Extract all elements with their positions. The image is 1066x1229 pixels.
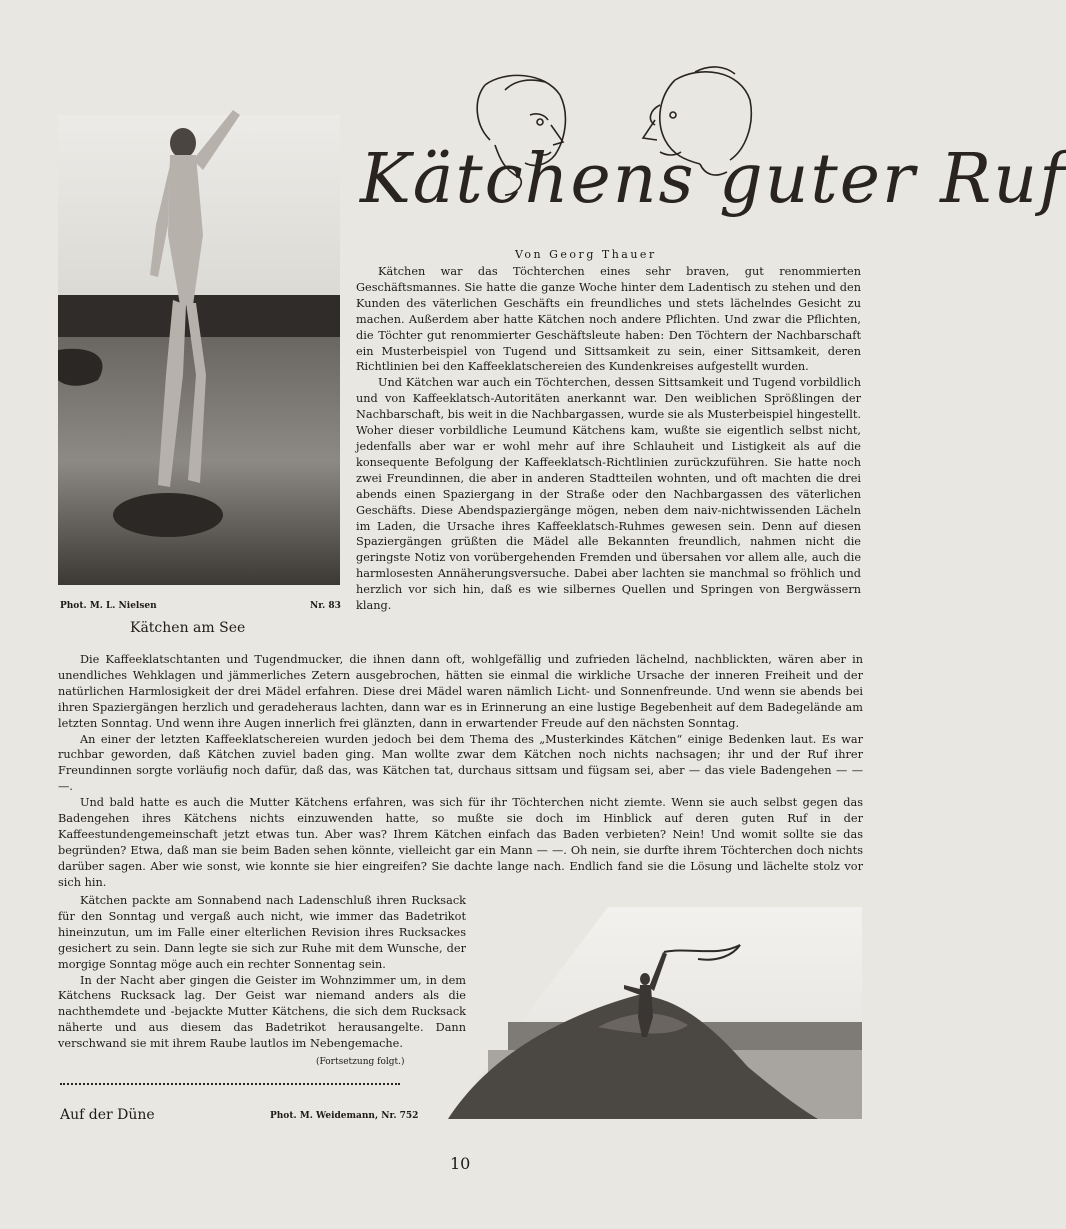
photo-kaetchen-am-see — [58, 115, 340, 585]
photo2-credit: Phot. M. Weidemann, Nr. 752 — [270, 1111, 419, 1121]
photo1-number: Nr. 83 — [310, 601, 341, 611]
photo2-caption: Auf der Düne — [60, 1107, 155, 1123]
continued-note: (Fortsetzung folgt.) — [316, 1057, 405, 1067]
page-number: 10 — [450, 1154, 471, 1173]
photo-auf-der-duene — [448, 907, 862, 1119]
article-text-left-bottom — [58, 893, 466, 1052]
paragraph: Kätchen war das Töchterchen eines sehr braven, gut renommierten Geschäftsmannes. Sie hatte die ganze Woche hinter dem Ladentisch zu stehen und den Kunden des väterlichen Geschäfts ein freundliches und stets lächelndes Gesicht zu machen. Außerdem aber hatte Kätchen noch andere Pflichten. Und zwar die Pflichten, die Töchter gut renommierter Geschäftsleute haben: Den Töchtern der Nachbarschaft ein Musterbeispiel von Tugend und Sittsamkeit zu sein, einer Sittsamkeit, deren Richtlinien bei den Kaffeeklatschereien des Kundenkreises aufgestellt wurden. — [356, 265, 861, 374]
photo1-credit: Phot. M. L. Nielsen — [60, 601, 157, 611]
paragraph: Kätchen packte am Sonnabend nach Ladenschluß ihren Rucksack für den Sonntag und vergaß auch nicht, wie immer das Badetrikot hineinzutun, um im Falle einer elterlichen Revision ihres Rucksackes gesichert zu sein. Dann legte sie sich zur Ruhe mit dem Wunsche, der morgige Sonntag möge auch ein rechter Sonnentag sein. — [58, 894, 466, 971]
paragraph: In der Nacht aber gingen die Geister im Wohnzimmer um, in dem Kätchens Rucksack lag. Der Geist war niemand anders als die nachthemdete und -bejackte Mutter Kätchens, die sich dem Rucksack näherte und aus diesem das Badetrikot herausangelte. Dann verschwand sie mit ihrem Raube lautlos im Nebengemache. — [58, 973, 466, 1051]
article-text-full-width — [58, 652, 863, 891]
paragraph: Und Kätchen war auch ein Töchterchen, dessen Sittsamkeit und Tugend vorbildlich und von Kaffeeklatsch-Autoritäten anerkannt war. Den weiblichen Sprößlingen der Nachbarschaft, bis weit in die Nachbargassen, wurde sie als Musterbeispiel hingestellt. Woher dieser vorbildliche Leumund Kätchens kam, wußte sie eigentlich selbst nicht, jedenfalls aber war er wohl mehr auf ihre Schlauheit und Listigkeit als auf die konsequente Befolgung der Kaffeeklatsch-Richtlinien zurückzuführen. Sie hatte noch zwei Freundinnen, die aber in anderen Stadtteilen wohnten, und oft machten die drei abends einen Spaziergang in der Straße oder den Nachbargassen des väterlichen Geschäfts. Diese Abendspaziergänge mögen, neben dem naiv-nichtwissenden Lächeln im Laden, die Ursache ihres Kaffeeklatsch-Ruhmes gewesen sein. Denn auf diesen Spaziergängen grüßten die Mädel alle Bekannten freundlich, nahmen nicht die geringste Notiz von vorübergehenden Fremden und übersahen vor allem alle, auch die harmlosesten Annäherungsversuche. Dabei aber lachten sie manchmal so fröhlich und herzlich vor sich hin, daß es wie silbernes Quellen und Springen von Bergwässern klang. — [356, 376, 861, 613]
paragraph: An einer der letzten Kaffeeklatschereien wurden jedoch bei dem Thema des „Musterkindes Kätchen“ einige Bedenken laut. Es war ruchbar geworden, daß Kätchen zuviel baden ging. Man wollte zwar dem Kätchen noch nichts nachsagen; ihr und der Ruf ihrer Freundinnen sorgte vorläufig noch dafür, daß das, was Kätchen tat, durchaus sittsam und fügsam sei, aber — das viele Badengehen — — —. — [58, 732, 863, 794]
article-byline: Von Georg Thauer — [515, 248, 657, 261]
article-title: Kätchens guter Ruf — [360, 140, 1066, 219]
article-text-right-column — [356, 264, 861, 614]
dotted-divider — [60, 1083, 400, 1085]
photo1-caption: Kätchen am See — [130, 620, 246, 636]
paragraph: Die Kaffeeklatschtanten und Tugendmucker, die ihnen dann oft, wohlgefällig und zufrieden lächelnd, nachblickten, wären aber in unendliches Wehklagen und jämmerliches Zetern ausgebrochen, hätten sie einmal die wirkliche Ursache der inneren Freiheit und der natürlichen Harmlosigkeit der drei Mädel erfahren. Diese drei Mädel waren nämlich Licht- und Sonnenfreunde. Und wenn sie abends bei ihren Spaziergängen herzlich und geradeheraus lachten, dann war es in Erinnerung an eine lustige Begebenheit auf dem Badegelände am letzten Sonntag. Und wenn ihre Augen innerlich frei glänzten, dann in erwartender Freude auf den nächsten Sonntag. — [58, 653, 863, 730]
paragraph: Und bald hatte es auch die Mutter Kätchens erfahren, was sich für ihr Töchterchen nicht ziemte. Wenn sie auch selbst gegen das Badengehen ihres Kätchens nichts einzuwenden hatte, so mußte sie doch im Hinblick auf deren guten Ruf in der Kaffeestundengemeinschaft jetzt etwas tun. Aber was? Ihrem Kätchen einfach das Baden verbieten? Nein! Und womit sollte sie das begründen? Etwa, daß man sie beim Baden sehen könnte, vielleicht gar ein Mann — —. Oh nein, sie durfte ihrem Töchterchen doch nichts darüber sagen. Aber wie sonst, wie konnte sie hier eingreifen? Sie dachte lange nach. Endlich fand sie die Lösung und lächelte stolz vor sich hin. — [58, 796, 863, 889]
